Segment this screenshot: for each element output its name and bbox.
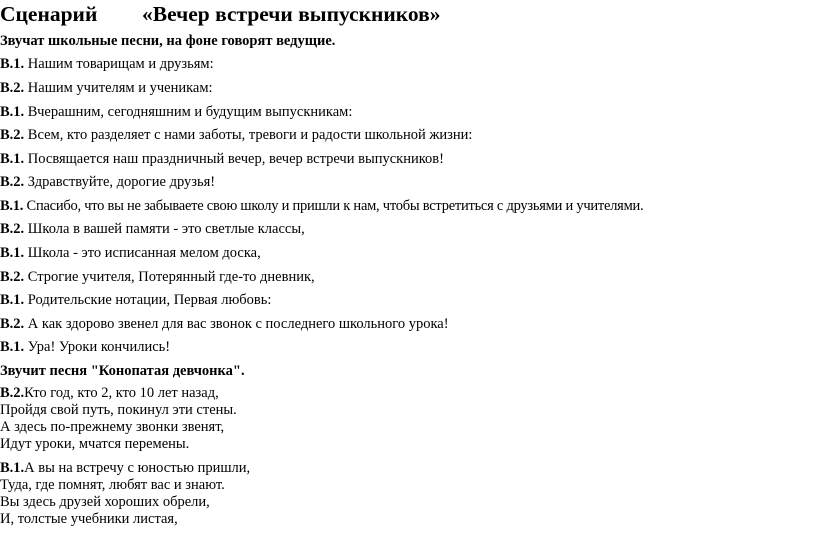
speaker-label: В.1. bbox=[0, 245, 25, 261]
speaker-label: В.2. bbox=[0, 269, 25, 285]
poem-line-text: Кто год, кто 2, кто 10 лет назад, bbox=[24, 385, 219, 401]
title-event-name: «Вечер встречи выпускников» bbox=[142, 2, 441, 26]
line-text: Нашим товарищам и друзьям: bbox=[24, 56, 214, 72]
speaker-label: В.1. bbox=[0, 151, 25, 167]
poem-stanza-2 bbox=[0, 460, 250, 528]
speaker-label: В.2. bbox=[0, 221, 25, 237]
poem-line: Пройдя свой путь, покинул эти стены. bbox=[0, 402, 237, 418]
poem-line: Идут уроки, мчатся перемены. bbox=[0, 436, 190, 452]
line-text: Школа - это исписанная мелом доска, bbox=[24, 245, 261, 261]
dialogue-line bbox=[0, 80, 213, 97]
poem-line: А здесь по-прежнему звонки звенят, bbox=[0, 419, 225, 435]
line-text: Здравствуйте, дорогие друзья! bbox=[24, 174, 216, 190]
line-text: Школа в вашей памяти - это светлые классы, bbox=[24, 221, 305, 237]
poem-stanza-1 bbox=[0, 385, 237, 453]
poem-line: И, толстые учебники листая, bbox=[0, 511, 178, 527]
line-text: Спасибо, что вы не забываете свою школу и пришли к нам, чтобы встретиться с друзьями и учителями. bbox=[23, 198, 644, 214]
speaker-label: В.1. bbox=[0, 198, 24, 214]
poem-line bbox=[0, 460, 250, 477]
dialogue-line bbox=[0, 339, 170, 356]
dialogue-line bbox=[0, 104, 352, 121]
dialogue-line bbox=[0, 127, 472, 144]
dialogue-line bbox=[0, 198, 643, 215]
line-text: Ура! Уроки кончились! bbox=[24, 339, 171, 355]
speaker-label: В.2. bbox=[0, 80, 25, 96]
poem-line bbox=[0, 385, 237, 402]
speaker-label: В.1. bbox=[0, 292, 25, 308]
line-text: Родительские нотации, Первая любовь: bbox=[24, 292, 272, 308]
dialogue-line bbox=[0, 316, 449, 333]
poem-line: Туда, где помнят, любят вас и знают. bbox=[0, 477, 225, 493]
line-text: Всем, кто разделяет с нами заботы, тревоги и радости школьной жизни: bbox=[24, 127, 473, 143]
poem-line-text: А вы на встречу с юностью пришли, bbox=[24, 460, 251, 476]
speaker-label: В.1. bbox=[0, 460, 25, 476]
dialogue-line bbox=[0, 174, 215, 191]
poem-line: Вы здесь друзей хороших обрели, bbox=[0, 494, 210, 510]
speaker-label: В.1. bbox=[0, 339, 25, 355]
line-text: Вчерашним, сегодняшним и будущим выпускникам: bbox=[24, 104, 353, 120]
line-text: А как здорово звенел для вас звонок с последнего школьного урока! bbox=[24, 316, 449, 332]
speaker-label: В.2. bbox=[0, 385, 25, 401]
speaker-label: В.1. bbox=[0, 104, 25, 120]
line-text: Нашим учителям и ученикам: bbox=[24, 80, 213, 96]
dialogue-line bbox=[0, 56, 214, 73]
song-direction: Звучит песня "Конопатая девчонка". bbox=[0, 363, 245, 379]
line-text: Строгие учителя, Потерянный где-то дневник, bbox=[24, 269, 315, 285]
dialogue-line bbox=[0, 221, 305, 238]
dialogue-line bbox=[0, 292, 271, 309]
speaker-label: В.2. bbox=[0, 174, 25, 190]
intro-direction: Звучат школьные песни, на фоне говорят ведущие. bbox=[0, 33, 336, 49]
dialogue-line bbox=[0, 245, 261, 262]
dialogue-line bbox=[0, 269, 315, 286]
line-text: Посвящается наш праздничный вечер, вечер встречи выпускников! bbox=[24, 151, 444, 167]
speaker-label: В.2. bbox=[0, 316, 25, 332]
speaker-label: В.2. bbox=[0, 127, 25, 143]
speaker-label: В.1. bbox=[0, 56, 25, 72]
dialogue-line bbox=[0, 151, 444, 168]
title-label: Сценарий bbox=[0, 2, 98, 26]
